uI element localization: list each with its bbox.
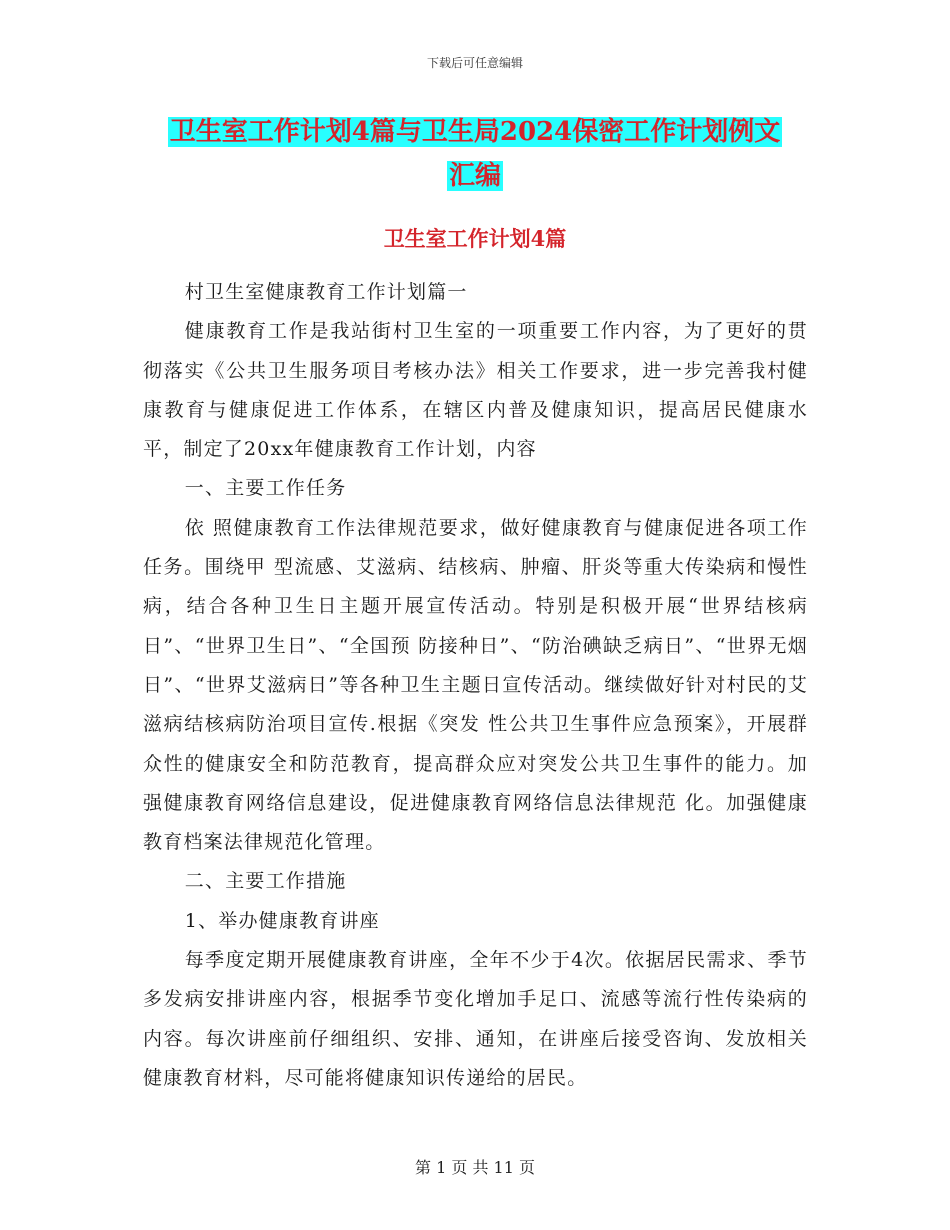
heading-main-measures: 二、主要工作措施 [184, 870, 347, 893]
document-title [0, 110, 950, 198]
section-title: 卫生室工作计划4篇 [383, 226, 567, 251]
heading-main-tasks: 一、主要工作任务 [184, 477, 347, 500]
title-line-1: 卫生室工作计划4篇与卫生局2024保密工作计划例文 [169, 117, 781, 147]
paragraph-lectures: 每季度定期开展健康教育讲座，全年不少于4次。依据居民需求、季节多发病安排讲座内容，根据季节变化增加手足口、流感等流行性传染病的内容。每次讲座前仔细组织、安排、通知，在讲座后接受咨询、发放相关健康教育材料，尽可能将健康知识传递给的居民。 [143, 949, 808, 1089]
body-text [143, 273, 808, 1098]
paragraph-tasks: 依 照健康教育工作法律规范要求，做好健康教育与健康促进各项工作任务。围绕甲 型流感、艾滋病、结核病、肿瘤、肝炎等重大传染病和慢性病，结合各种卫生日主题开展宣传活动。特别是积极开展“世界结核病日”、“世界卫生日”、“全国预 防接种日”、“防治碘缺乏病日”、“世界无烟日”、“世界艾滋病日”等各种卫生主题日宣传活动。继续做好针对村民的艾滋病结核病防治项目宣传.根据《突发 性公共卫生事件应急预案》，开展群众性的健康安全和防范教育，提高群众应对突发公共卫生事件的能力。加强健康教育网络信息建设，促进健康教育网络信息法律规范 化。加强健康教育档案法律规范化管理。 [143, 516, 808, 854]
page-footer: 第 1 页 共 11 页 [415, 1158, 535, 1177]
paragraph-intro: 健康教育工作是我站街村卫生室的一项重要工作内容，为了更好的贯彻落实《公共卫生服务项目考核办法》相关工作要求，进一步完善我村健康教育与健康促进工作体系，在辖区内普及健康知识，提高居民健康水平，制定了20xx年健康教育工作计划，内容 [143, 320, 808, 461]
header-note: 下载后可任意编辑 [426, 56, 523, 70]
heading-lectures: 1、举办健康教育讲座 [184, 909, 380, 932]
paragraph-subtitle: 村卫生室健康教育工作计划篇一 [184, 281, 468, 303]
title-line-2: 汇编 [448, 161, 501, 191]
